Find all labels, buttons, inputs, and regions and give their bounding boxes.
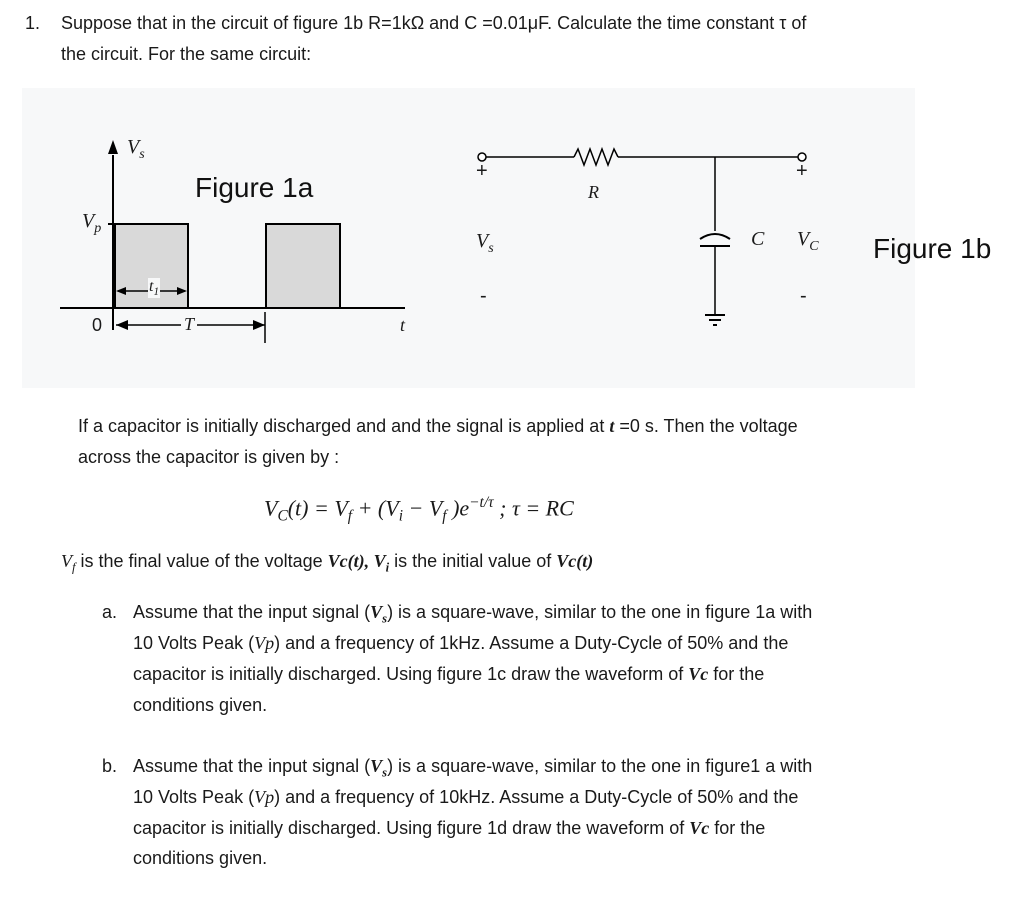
question-line-2: the circuit. For the same circuit: <box>61 44 312 64</box>
item-b-marker: b. <box>102 756 118 776</box>
intro-line-2: across the capacitor is given by : <box>78 447 340 467</box>
item-a-line-2: 10 Volts Peak (Vp) and a frequency of 1kHz. Assume a Duty-Cycle of 50% and the <box>133 633 789 653</box>
capacitor-plate-curved <box>700 234 730 239</box>
item-a-line-4: conditions given. <box>133 695 268 715</box>
fig1b-vc-label: $V_C$ <box>797 228 819 254</box>
question-number: 1. <box>25 13 41 33</box>
fig1b-plus-left: + <box>476 160 488 182</box>
fig1b-plus-right: + <box>796 160 808 182</box>
figure-1b-diagram <box>470 135 830 345</box>
item-b-line-4: conditions given. <box>133 848 268 868</box>
capacitor-voltage-formula: $V_C(t) = V_f + (V_i - V_f$ )$e^{-t/\tau}$ ; τ = RC <box>264 494 574 525</box>
fig1b-minus-right: - <box>800 285 807 307</box>
fig1a-period-label: T <box>181 314 197 335</box>
intro-line-1: If a capacitor is initially discharged and and the signal is applied at t =0 s. Then the voltage <box>78 416 798 436</box>
fig1b-minus-left: - <box>480 285 487 307</box>
item-a-line-1: Assume that the input signal $(V_s)$ is a square-wave, similar to the one in figure 1a with <box>133 602 813 626</box>
question-line-1: Suppose that in the circuit of figure 1b R=1kΩ and C =0.01μF. Calculate the time constant τ of <box>61 13 807 33</box>
figure-1b-title: Figure 1b <box>873 233 992 264</box>
fig1b-capacitor-label: C <box>751 228 765 250</box>
item-b-line-3: capacitor is initially discharged. Using figure 1d draw the waveform of Vc for the <box>133 818 766 838</box>
period-arrow-right-icon <box>253 320 265 330</box>
period-arrow-left-icon <box>116 320 128 330</box>
resistor-icon <box>574 149 618 165</box>
fig1a-t1-label: $t_1$ <box>149 278 160 299</box>
pulse-2 <box>266 224 340 308</box>
fig1b-resistor-label: R <box>588 182 599 202</box>
item-b-line-2: 10 Volts Peak (Vp) and a frequency of 10kHz. Assume a Duty-Cycle of 50% and the <box>133 787 799 807</box>
figure-1a-title: Figure 1a <box>195 172 314 203</box>
y-axis-arrow-icon <box>108 140 118 154</box>
fig1a-zero-label: 0 <box>92 315 103 335</box>
item-a-marker: a. <box>102 602 118 622</box>
figure-1a-diagram <box>60 130 440 350</box>
fig1b-vs-label: $V_s$ <box>476 230 494 256</box>
fig1a-vp-label: $V_p$ <box>82 210 102 236</box>
fig1a-vs-label: $V_s$ <box>127 136 145 162</box>
fig1a-t-label: t <box>400 315 406 335</box>
item-a-line-3: capacitor is initially discharged. Using figure 1c draw the waveform of Vc for the <box>133 664 765 684</box>
item-b-line-1: Assume that the input signal $(V_s)$ is a square-wave, similar to the one in figure1 a with <box>133 756 813 780</box>
variable-definition: $V_f$ is the final value of the voltage Vc(t), $V_i$ is the initial value of Vc(t) <box>61 551 594 575</box>
